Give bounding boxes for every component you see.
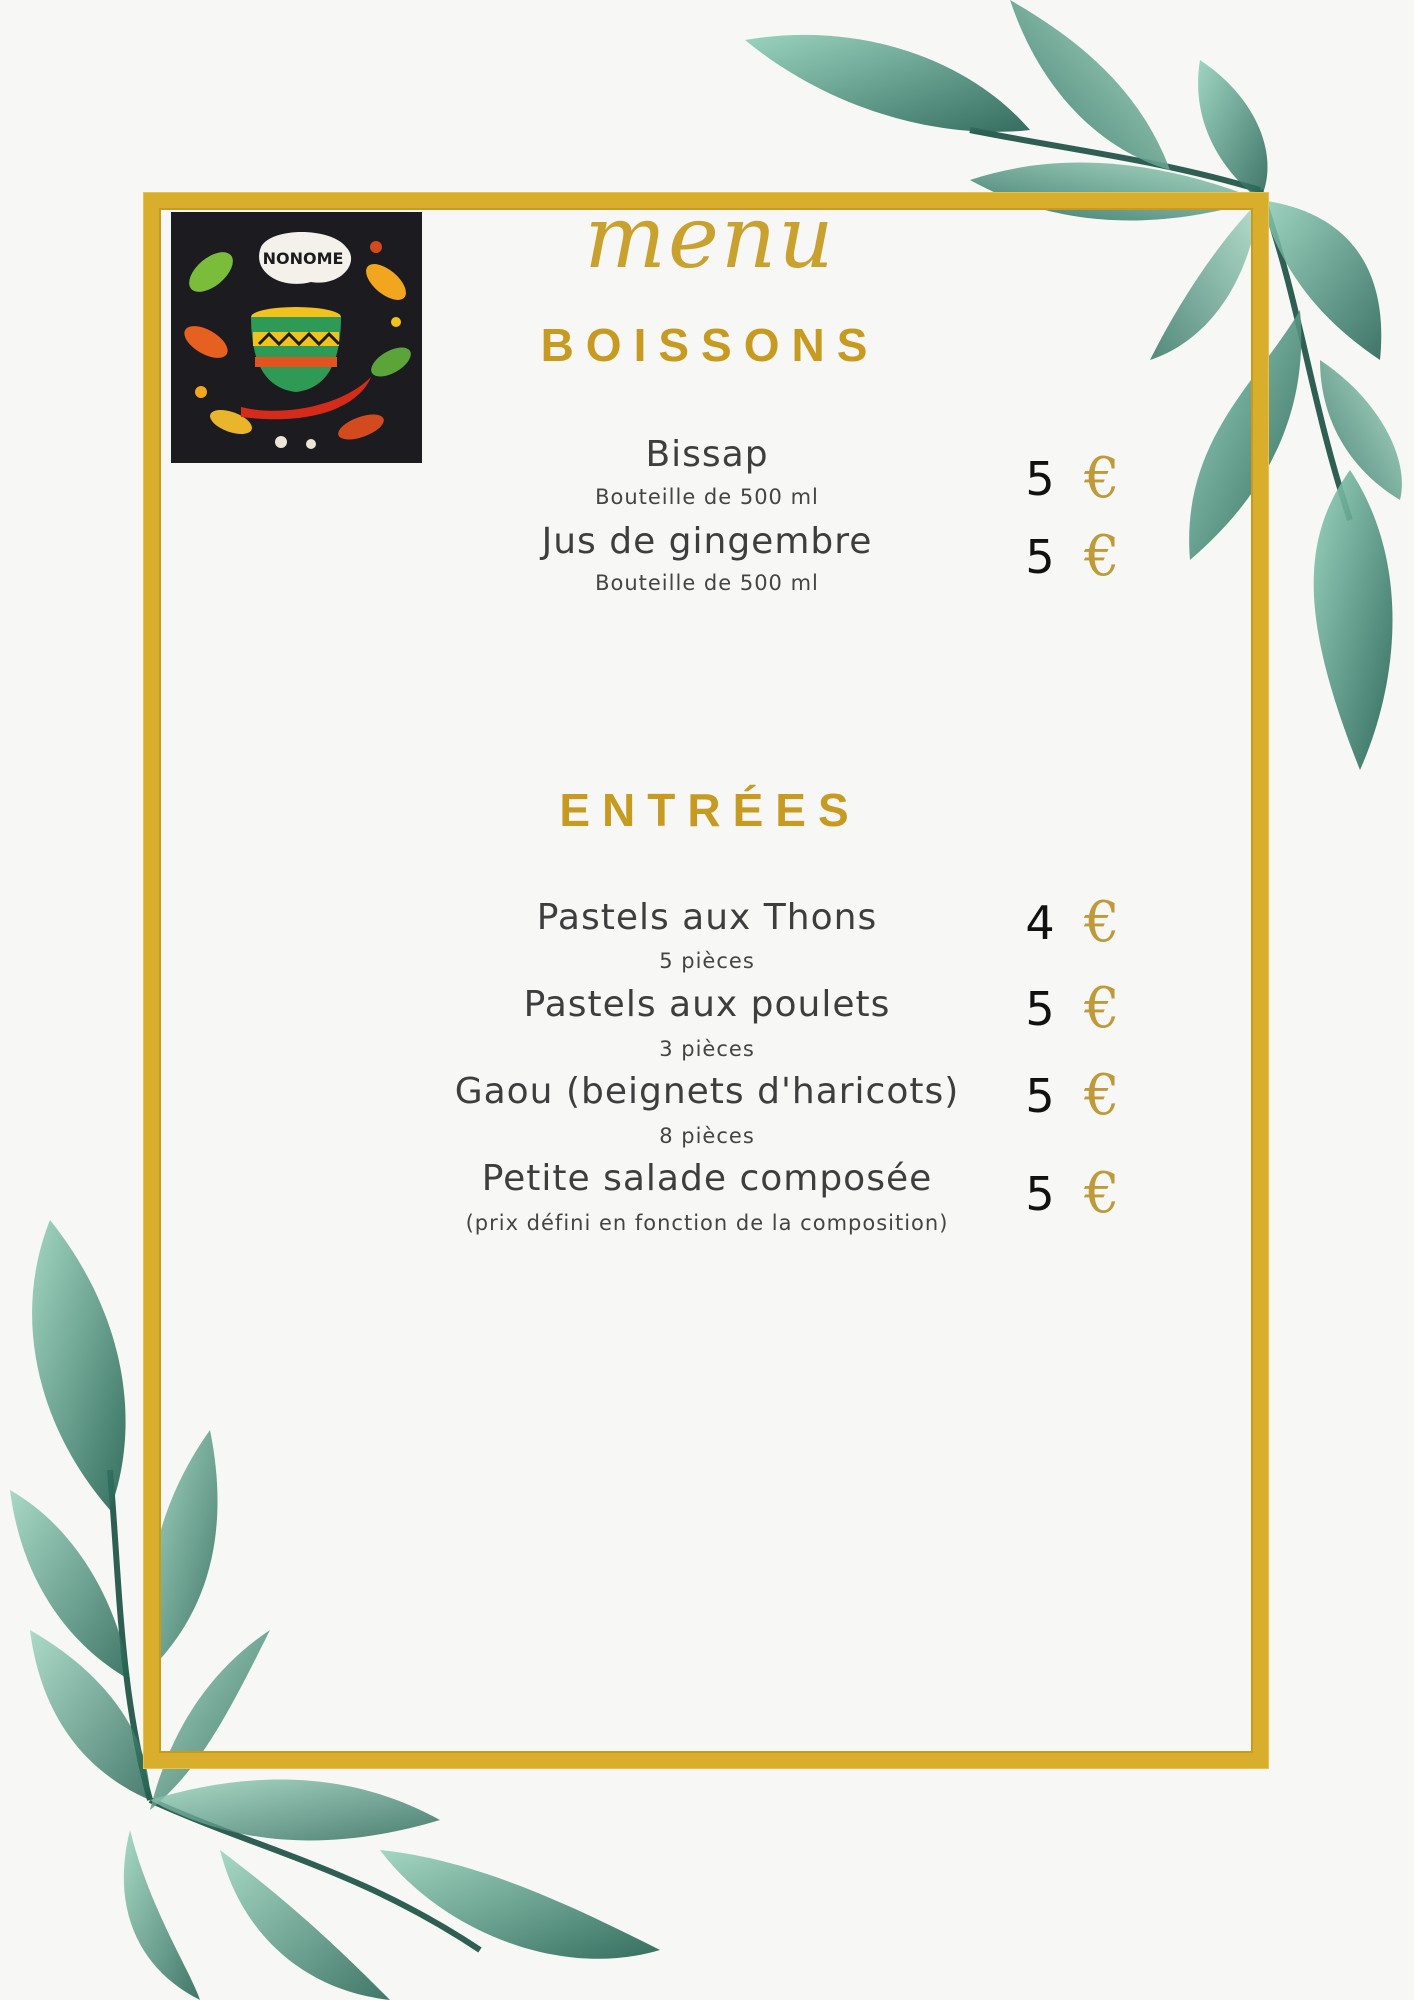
- item-desc-petite-salade-composee: (prix défini en fonction de la composition): [465, 1211, 949, 1235]
- euro-icon: €: [1084, 524, 1120, 589]
- item-name-jus-de-gingembre: Jus de gingembre: [541, 521, 873, 562]
- item-price-gaou: 5: [1025, 1069, 1055, 1123]
- section-title-boissons: BOISSONS: [540, 319, 880, 371]
- item-price-pastels-aux-thons: 4: [1025, 896, 1055, 950]
- item-price-jus-de-gingembre: 5: [1025, 530, 1055, 584]
- item-name-pastels-aux-poulets: Pastels aux poulets: [523, 984, 891, 1025]
- item-desc-pastels-aux-poulets: 3 pièces: [659, 1037, 755, 1061]
- item-desc-jus-de-gingembre: Bouteille de 500 ml: [595, 571, 819, 595]
- restaurant-logo: [171, 212, 422, 463]
- euro-icon: €: [1084, 1063, 1120, 1128]
- item-desc-pastels-aux-thons: 5 pièces: [659, 949, 755, 973]
- item-name-gaou: Gaou (beignets d'haricots): [454, 1071, 960, 1112]
- euro-icon: €: [1084, 446, 1120, 511]
- item-price-petite-salade-composee: 5: [1025, 1167, 1055, 1221]
- euro-icon: €: [1084, 890, 1120, 955]
- item-price-pastels-aux-poulets: 5: [1025, 982, 1055, 1036]
- item-desc-bissap: Bouteille de 500 ml: [595, 485, 819, 509]
- item-name-pastels-aux-thons: Pastels aux Thons: [536, 897, 878, 938]
- item-desc-gaou: 8 pièces: [659, 1124, 755, 1148]
- item-name-bissap: Bissap: [645, 434, 769, 475]
- section-title-entrees: ENTRÉES: [559, 784, 861, 836]
- menu-title: menu: [584, 188, 836, 288]
- euro-icon: €: [1084, 1161, 1120, 1226]
- item-price-bissap: 5: [1025, 452, 1055, 506]
- logo-text: NONOME: [262, 249, 344, 268]
- cooking-pot-logo-icon: [171, 212, 422, 463]
- item-name-petite-salade-composee: Petite salade composée: [481, 1158, 933, 1199]
- euro-icon: €: [1084, 976, 1120, 1041]
